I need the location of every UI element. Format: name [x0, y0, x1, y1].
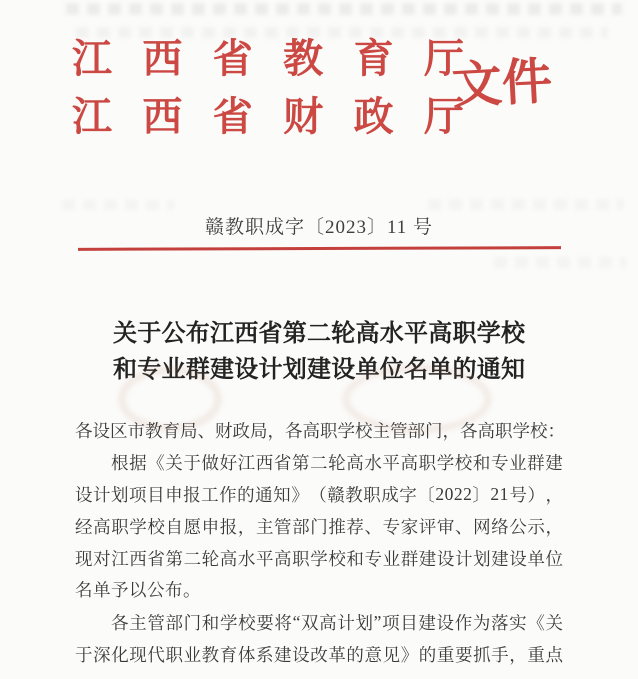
bleedthrough-artifact — [428, 199, 624, 210]
issuer-name-line1: 江 西 省 教 育 厅 — [72, 36, 464, 81]
bleedthrough-artifact — [494, 257, 626, 268]
body-line: 经 高 职 学 校 自 愿 申 报 ， 主 管 部 门 推 荐 、 专 家 评 审 、 网 络 公 示 ， — [75, 516, 563, 537]
body-line: 于 深 化 现 代 职 业 教 育 体 系 建 设 改 革 的 意 见 》 的 重 要 抓 手 ， 重 点 — [75, 644, 563, 665]
document-title — [0, 312, 638, 384]
issuer-name-line2: 江 西 省 财 政 厅 — [72, 94, 464, 139]
body-line-salutation: 各 设 区 市 教 育 局 、 财 政 局 ， 各 高 职 学 校 主 管 部 门 ， 各 高 职 学 校 ： — [75, 420, 565, 441]
body-line: 设 计 划 项 目 申 报 工 作 的 通 知 》 （ 赣 教 职 成 字 〔 2 0 2 2 〕 2 1 号 ） ， — [75, 483, 563, 505]
doc-type-label: 文件 — [450, 52, 554, 114]
body-line: 名单予以公布。 — [75, 580, 201, 600]
title-line-2: 和 专 业 群 建 设 计 划 建 设 单 位 名 单 的 通 知 — [113, 356, 525, 383]
title-line-1: 关 于 公 布 江 西 省 第 二 轮 高 水 平 高 职 学 校 — [113, 320, 525, 347]
red-separator-rule — [78, 246, 561, 251]
body-line: 根 据 《 关 于 做 好 江 西 省 第 二 轮 高 水 平 高 职 学 校 和 专 业 群 建 — [111, 452, 563, 473]
bleedthrough-artifact — [62, 200, 174, 210]
bleedthrough-artifact — [66, 3, 622, 15]
doc-number: 赣教职成字〔2023〕11 号 — [204, 217, 434, 238]
body-line: 现 对 江 西 省 第 二 轮 高 水 平 高 职 学 校 和 专 业 群 建 设 计 划 建 设 单 位 — [75, 548, 563, 569]
body-text — [75, 414, 563, 670]
body-line: 各 主 管 部 门 和 学 校 要 将 “ 双 高 计 划 ” 项 目 建 设 作 为 落 实 《 关 — [111, 611, 563, 633]
